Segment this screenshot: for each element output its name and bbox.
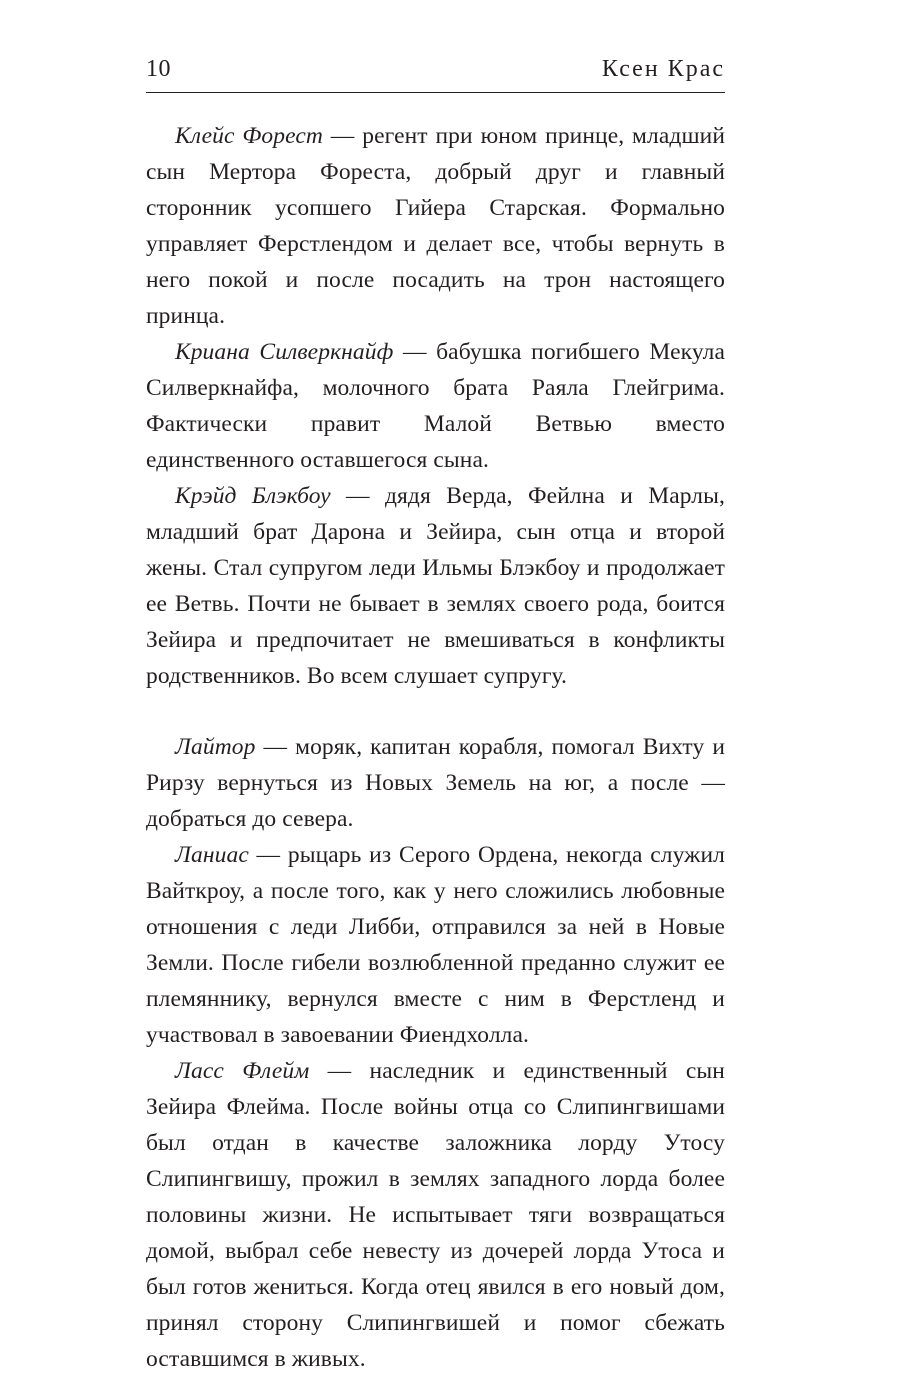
character-description: — дядя Верда, Фейлна и Марлы, младший брат Дарона и Зейира, сын отца и второй жены. Стал супругом леди Ильмы Блэкбоу и продолжает ее Ветвь. Почти не бывает в землях своего рода, боится Зейира и предпочитает не вмешиваться в конфликты родственников. Во всем слушает супругу.	[146, 483, 725, 689]
character-description: — бабушка погибшего Мекула Силверкнайфа, молочного брата Раяла Глейгрима. Фактически правит Малой Ветвью вместо единственного оставшегося сына.	[146, 339, 725, 473]
character-name: Клейс Форест	[175, 123, 323, 149]
character-name: Криана Силверкнайф	[175, 339, 394, 365]
character-entry	[146, 118, 725, 334]
character-entry	[146, 1053, 725, 1377]
character-description: — моряк, капитан корабля, помогал Вихту и Рирзу вернуться из Новых Земель на юг, а после — добраться до севера.	[146, 734, 725, 832]
character-entry	[146, 729, 725, 837]
character-description: — регент при юном принце, младший сын Мертора Фореста, добрый друг и главный сторонник усопшего Гийера Старская. Формально управляет Ферстлендом и делает все, чтобы вернуть в него покой и после посадить на трон настоящего принца.	[146, 123, 725, 329]
character-name: Крэйд Блэкбоу	[175, 483, 331, 509]
page-number: 10	[146, 56, 171, 82]
running-head-author: Ксен Крас	[601, 56, 725, 82]
character-entry	[146, 837, 725, 1053]
character-list	[146, 118, 725, 1377]
character-entry	[146, 478, 725, 694]
character-name: Ланиас	[175, 842, 249, 868]
page-header	[146, 52, 725, 93]
character-entry	[146, 334, 725, 478]
character-name: Лайтор	[175, 734, 256, 760]
character-name: Ласс Флейм	[175, 1058, 310, 1084]
character-description: — наследник и единственный сын Зейира Флейма. После войны отца со Слипингвишами был отдан в качестве заложника лорду Утосу Слипингвишу, прожил в землях западного лорда более половины жизни. Не испытывает тяги возвращаться домой, выбрал себе невесту из дочерей лорда Утоса и был готов жениться. Когда отец явился в его новый дом, принял сторону Слипингвишей и помог сбежать оставшимся в живых.	[146, 1058, 725, 1372]
character-description: — рыцарь из Серого Ордена, некогда служил Вайткроу, а после того, как у него сложились любовные отношения с леди Либби, отправился за ней в Новые Земли. После гибели возлюбленной преданно служит ее племяннику, вернулся вместе с ним в Ферстленд и участвовал в завоевании Фиендхолла.	[146, 842, 725, 1048]
